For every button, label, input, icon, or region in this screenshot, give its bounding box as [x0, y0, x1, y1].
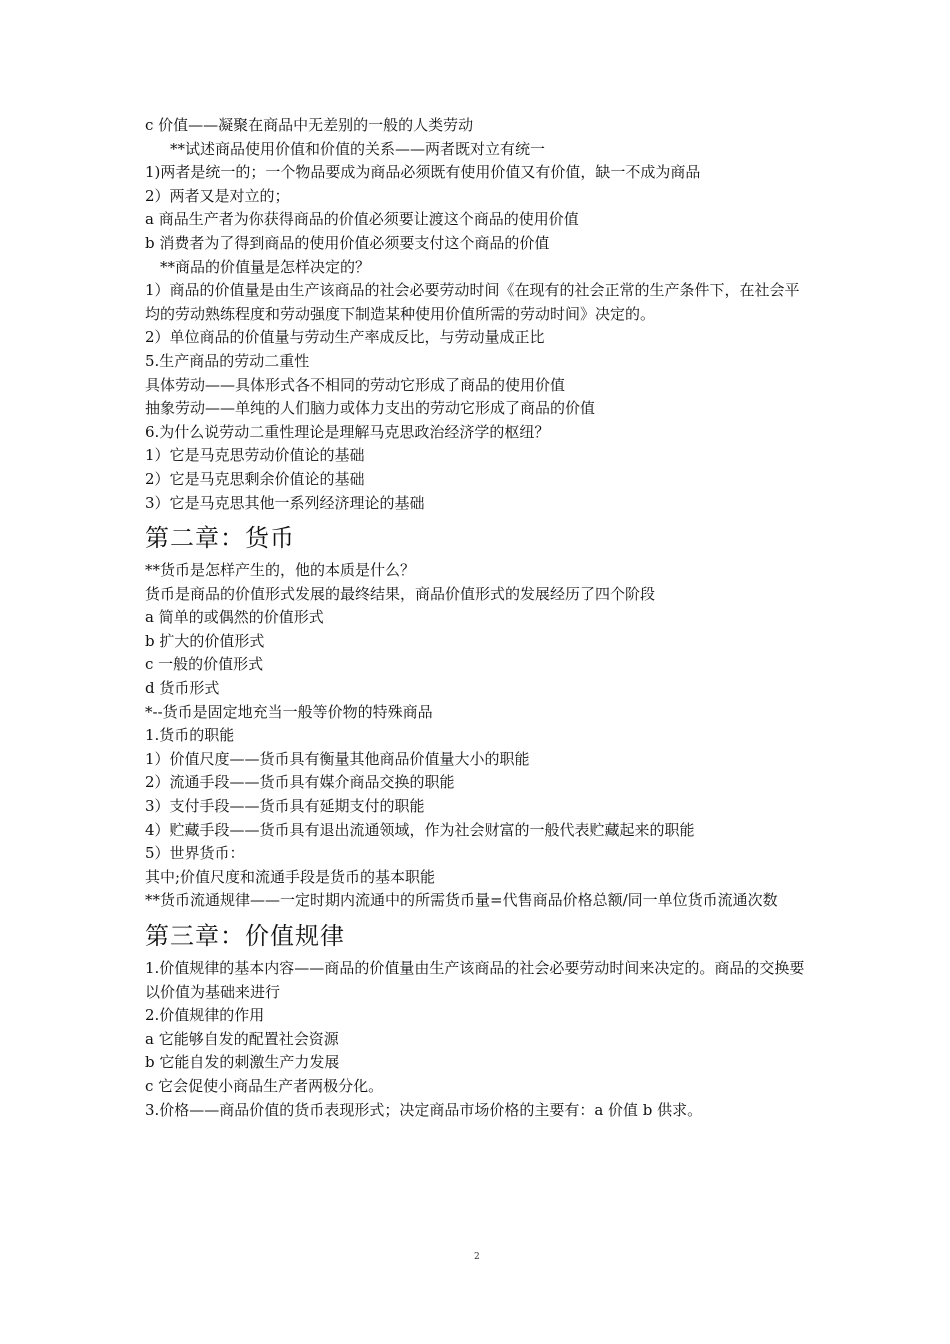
- text-line: 3）支付手段——货币具有延期支付的职能: [145, 797, 425, 816]
- text-line: 货币是商品的价值形式发展的最终结果，商品价值形式的发展经历了四个阶段: [145, 584, 656, 603]
- text-line: 1）它是马克思劳动价值论的基础: [145, 446, 365, 465]
- text-line: 3）它是马克思其他一系列经济理论的基础: [145, 493, 425, 512]
- text-line: 2.价值规律的作用: [145, 1006, 265, 1025]
- text-line: 抽象劳动——单纯的人们脑力或体力支出的劳动它形成了商品的价值: [145, 399, 596, 418]
- text-line: 5）世界货币：: [145, 844, 245, 863]
- text-line: 2）流通手段——货币具有媒介商品交换的职能: [145, 773, 455, 792]
- text-line: a 简单的或偶然的价值形式: [145, 608, 324, 627]
- page-number: 2: [474, 1252, 480, 1262]
- text-line: 其中;价值尺度和流通手段是货币的基本职能: [145, 867, 436, 886]
- text-line: b 它能自发的刺激生产力发展: [145, 1053, 340, 1072]
- text-line: 1)两者是统一的；一个物品要成为商品必须既有使用价值又有价值，缺一不成为商品: [145, 163, 701, 182]
- text-line: a 它能够自发的配置社会资源: [145, 1029, 339, 1048]
- text-line: d 货币形式: [145, 679, 220, 698]
- text-line: 4）贮藏手段——货币具有退出流通领域，作为社会财富的一般代表贮藏起来的职能: [145, 820, 695, 839]
- document-body: [145, 114, 805, 1122]
- text-paragraph: **货币流通规律——一定时期内流通中的所需货币量=代售商品价格总额/同一单位货币流通次数: [145, 891, 778, 910]
- question-line: **商品的价值量是怎样决定的？: [160, 257, 371, 276]
- text-line: c 它会促使小商品生产者两极分化。: [145, 1076, 384, 1095]
- text-paragraph: 1.价值规律的基本内容——商品的价值量由生产该商品的社会必要劳动时间来决定的。商品的交换要以价值为基础来进行: [145, 959, 805, 1001]
- text-line: 具体劳动——具体形式各不相同的劳动它形成了商品的使用价值: [145, 375, 566, 394]
- text-line: 6.为什么说劳动二重性理论是理解马克思政治经济学的枢纽？: [145, 422, 550, 441]
- text-line: c 价值——凝聚在商品中无差别的一般的人类劳动: [145, 116, 474, 134]
- text-line: 1）价值尺度——货币具有衡量其他商品价值量大小的职能: [145, 749, 530, 768]
- text-line: a 商品生产者为你获得商品的价值必须要让渡这个商品的使用价值: [145, 210, 579, 229]
- text-line: c 一般的价值形式: [145, 655, 264, 674]
- text-paragraph: 1）商品的价值量是由生产该商品的社会必要劳动时间《在现有的社会正常的生产条件下，在社会平均的劳动熟练程度和劳动强度下制造某种使用价值所需的劳动时间》决定的。: [145, 281, 800, 323]
- text-line: b 扩大的价值形式: [145, 631, 265, 650]
- text-line: 1.货币的职能: [145, 726, 235, 745]
- text-line: 5.生产商品的劳动二重性: [145, 351, 310, 370]
- text-line: 2）单位商品的价值量与劳动生产率成反比，与劳动量成正比: [145, 328, 545, 347]
- chapter-heading: 第二章：货币: [145, 524, 295, 553]
- text-line: 3.价格——商品价值的货币表现形式；决定商品市场价格的主要有：a 价值 b 供求。: [145, 1100, 703, 1119]
- question-line: **货币是怎样产生的，他的本质是什么？: [145, 561, 416, 580]
- chapter-heading: 第三章：价值规律: [145, 922, 345, 950]
- question-line: **试述商品使用价值和价值的关系——两者既对立有统一: [170, 139, 546, 158]
- text-line: 2）两者又是对立的；: [145, 186, 290, 205]
- text-line: *--货币是固定地充当一般等价物的特殊商品: [145, 702, 433, 721]
- text-line: 2）它是马克思剩余价值论的基础: [145, 469, 365, 488]
- text-line: b 消费者为了得到商品的使用价值必须要支付这个商品的价值: [145, 233, 550, 252]
